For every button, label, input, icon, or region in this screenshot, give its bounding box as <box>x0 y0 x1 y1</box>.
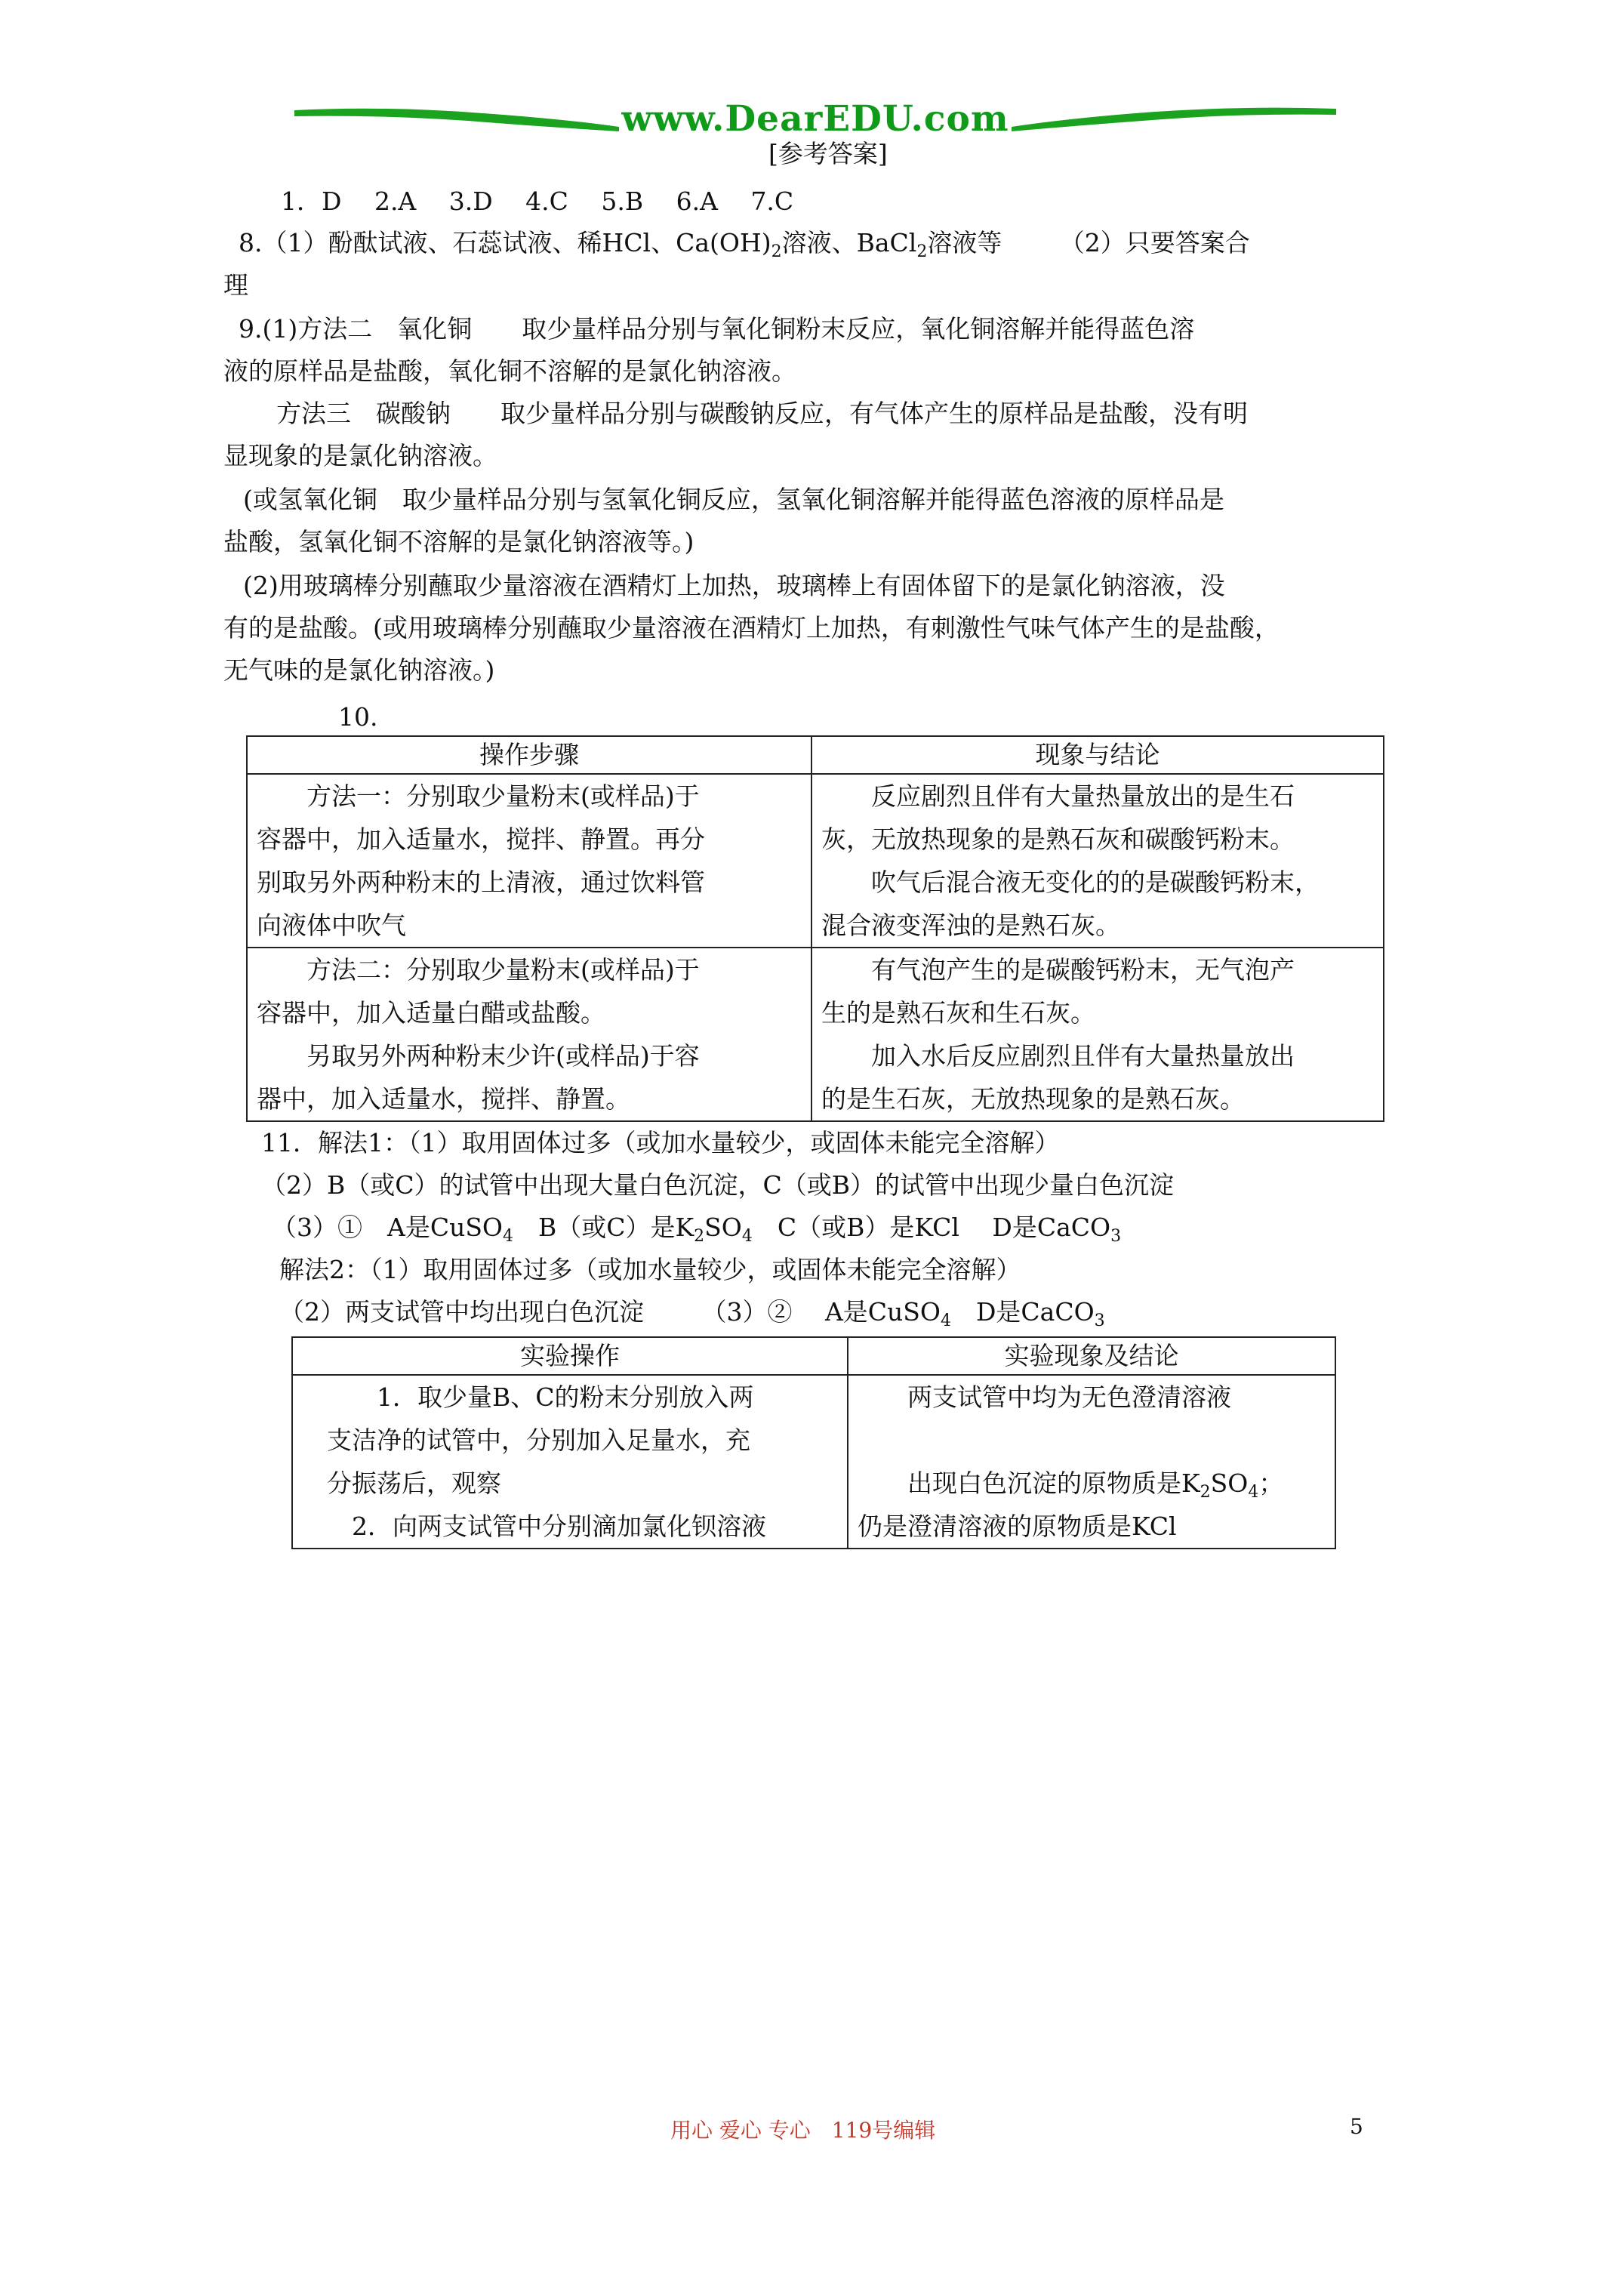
answer-11-table <box>291 1336 1336 1549</box>
page-number: 5 <box>1350 2114 1363 2139</box>
answer-9-line8: 有的是盐酸。(或用玻璃棒分别蘸取少量溶液在酒精灯上加热，有刺激性气味气体产生的是盐酸， <box>223 613 1280 643</box>
answer-11-line5: （2）两支试管中均出现白色沉淀 （3）② A是CuSO$_4$ D是CaCO$_3$ <box>279 1297 1105 1330</box>
table2-header-result: 实验现象及结论 <box>848 1337 1335 1375</box>
answer-8-cont: 理 <box>223 270 248 300</box>
answer-9-line1: 9.(1)方法二 氧化铜 取少量样品分别与氧化铜粉末反应，氧化铜溶解并能得蓝色溶 <box>239 314 1195 344</box>
table2-operations: 1．取少量B、C的粉末分别放入两 支洁净的试管中，分别加入足量水，充 分振荡后，观察 2．向两支试管中分别滴加氯化钡溶液 <box>292 1375 848 1549</box>
answer-11-line2: （2）B（或C）的试管中出现大量白色沉淀，C（或B）的试管中出现少量白色沉淀 <box>261 1170 1174 1200</box>
table1-method1-steps: 方法一：分别取少量粉末(或样品)于 容器中，加入适量水，搅拌、静置。再分 别取另外两种粉末的上清液，通过饮料管 向液体中吹气 <box>247 774 812 948</box>
answer-10-label: 10. <box>338 702 378 732</box>
page-title: [参考答案] <box>768 139 888 168</box>
table1-method2-results: 有气泡产生的是碳酸钙粉末，无气泡产 生的是熟石灰和生石灰。 加入水后反应剧烈且伴有大量热量放出 的是生石灰，无放热现象的是熟石灰。 <box>812 948 1384 1121</box>
table-row <box>247 774 1384 948</box>
table-row <box>247 948 1384 1121</box>
table1-header-results: 现象与结论 <box>812 736 1384 774</box>
answer-9-line4: 显现象的是氯化钠溶液。 <box>223 441 497 470</box>
answer-9-line3: 方法三 碳酸钠 取少量样品分别与碳酸钠反应，有气体产生的原样品是盐酸，没有明 <box>276 399 1248 428</box>
footer-slogan: 用心 爱心 专心 119号编辑 <box>670 2118 936 2143</box>
site-banner <box>294 98 1336 143</box>
table1-header-steps: 操作步骤 <box>247 736 812 774</box>
answer-9-line6: 盐酸，氢氧化铜不溶解的是氯化钠溶液等。) <box>223 527 694 556</box>
answer-10-table <box>246 735 1384 1122</box>
site-url: www.DearEDU.com <box>621 98 1009 140</box>
table-row <box>292 1375 1335 1549</box>
answer-9-line9: 无气味的是氯化钠溶液。) <box>223 655 495 685</box>
banner-brush-right <box>1012 104 1336 134</box>
table2-results: 两支试管中均为无色澄清溶液 出现白色沉淀的原物质是$K_2SO_4$； 仍是澄清溶液的原物质是KCl <box>848 1375 1335 1549</box>
answer-8: 8.（1）酚酞试液、石蕊试液、稀HCl、$Ca(OH)_2$溶液、BaCl$_2$溶液等 （2）只要答案合 <box>239 228 1250 261</box>
answer-9-line7: (2)用玻璃棒分别蘸取少量溶液在酒精灯上加热，玻璃棒上有固体留下的是氯化钠溶液，没 <box>243 571 1225 600</box>
table1-method2-steps: 方法二：分别取少量粉末(或样品)于 容器中，加入适量白醋或盐酸。 另取另外两种粉末少许(或样品)于容 器中，加入适量水，搅拌、静置。 <box>247 948 812 1121</box>
answer-11-line4: 解法2：（1）取用固体过多（或加水量较少，或固体未能完全溶解） <box>279 1255 1021 1284</box>
table1-method1-results: 反应剧烈且伴有大量热量放出的是生石 灰，无放热现象的是熟石灰和碳酸钙粉末。 吹气后混合液无变化的的是碳酸钙粉末， 混合液变浑浊的是熟石灰。 <box>812 774 1384 948</box>
table2-header-operation: 实验操作 <box>292 1337 848 1375</box>
answer-9-line5: (或氢氧化铜 取少量样品分别与氢氧化铜反应，氢氧化铜溶解并能得蓝色溶液的原样品是 <box>243 485 1224 514</box>
answers-1-7: 1．D 2.A 3.D 4.C 5.B 6.A 7.C <box>281 186 794 216</box>
answer-11-line3: （3）① A是CuSO$_4$ B（或C）是$K_2SO_4$ C（或B）是KCl D是CaCO$_3$ <box>272 1213 1122 1246</box>
answer-11-line1: 11．解法1：（1）取用固体过多（或加水量较少，或固体未能完全溶解） <box>261 1128 1060 1157</box>
answer-9-line2: 液的原样品是盐酸，氧化铜不溶解的是氯化钠溶液。 <box>223 356 796 386</box>
banner-brush-left <box>294 104 619 134</box>
